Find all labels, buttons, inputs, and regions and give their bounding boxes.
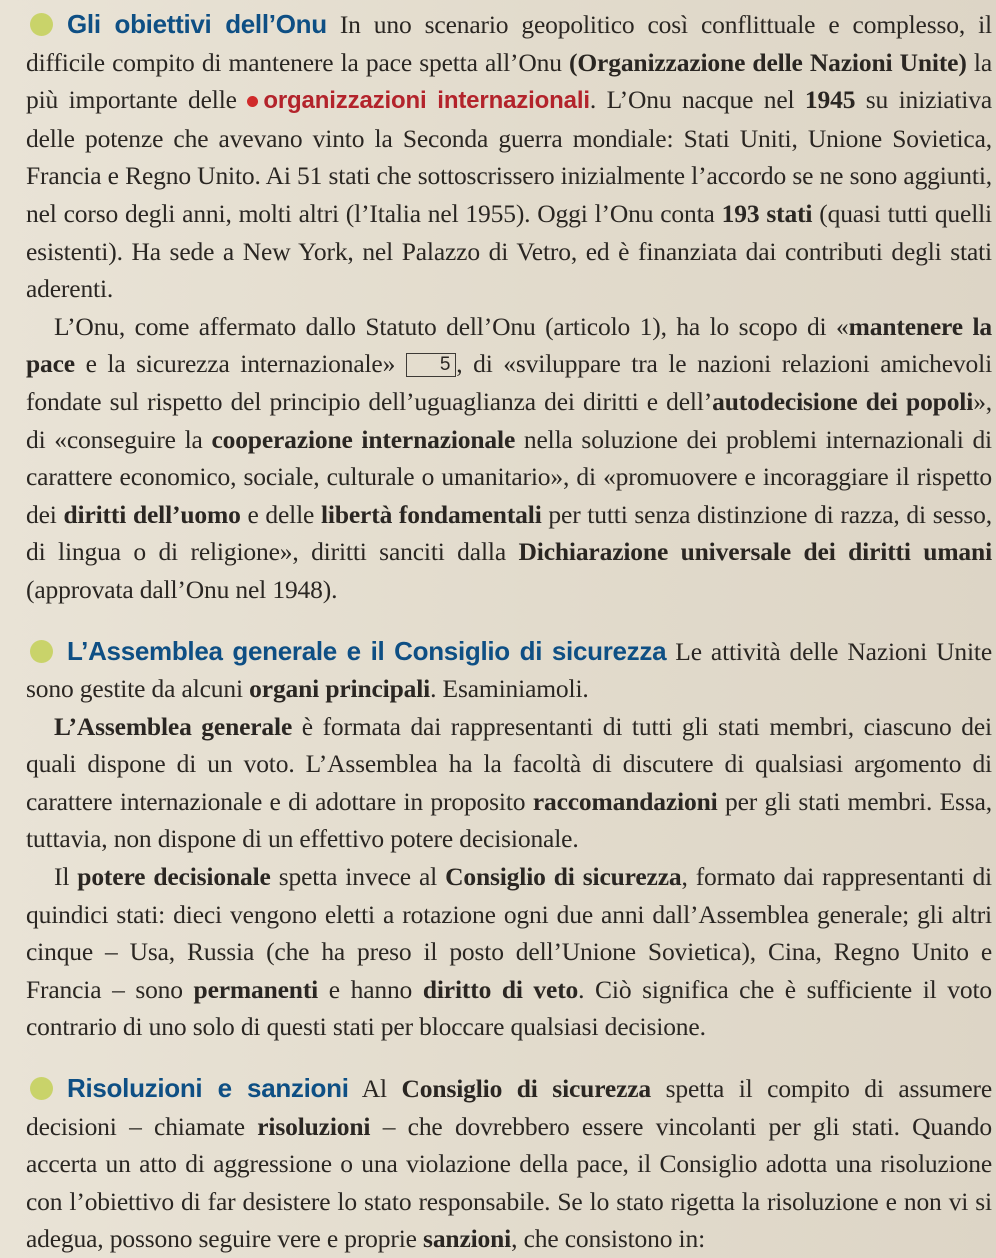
section-heading-risoluzioni: Risoluzioni e sanzioni — [67, 1073, 349, 1104]
bold-term: (Organizzazione delle Nazioni Unite) — [569, 47, 967, 77]
section-bullet-icon — [30, 640, 53, 663]
paragraph-organi: L’Assemblea generale e il Consiglio di sicurezza Le attività delle Nazioni Unite sono gestite da alcuni organi principali. Esaminiamoli. — [26, 635, 992, 704]
paragraph-assemblea: L’Assemblea generale è formata dai rappresentanti di tutti gli stati membri, ciascuno dei quali dispone di un voto. L’Assemblea ha la facoltà di discutere di qualsiasi argomento di carattere internazionale e di adottare in proposito raccomandazioni per gli stati membri. Essa, tuttavia, non dispone di un effettivo potere decisionale. — [26, 711, 992, 854]
paragraph-consiglio: Il potere decisionale spetta invece al Consiglio di sicurezza, formato dai rappresentanti di quindici stati: dieci vengono eletti a rotazione ogni due anni dall’Assemblea generale; gli altri cinque – Usa, Russia (che ha preso il posto dell’Unione Sovietica), Cina, Regno Unito e Francia – sono permanenti e hanno diritto di veto. Ciò significa che è sufficiente il voto contrario di uno solo di questi stati per bloccare qualsiasi decisione. — [26, 862, 992, 1042]
section-heading-assemblea: L’Assemblea generale e il Consiglio di sicurezza — [67, 635, 667, 666]
glossary-dot-icon — [247, 96, 258, 107]
paragraph-obiettivi: Gli obiettivi dell’Onu In uno scenario geopolitico così conflittuale e complesso, il difficile compito di mantenere la pace spetta all’Onu (Organizzazione delle Nazioni Unite) la più importante delle organizzazioni internazionali. L’Onu nacque nel 1945 su iniziativa delle potenze che avevano vinto la Seconda guerra mondiale: Stati Uniti, Unione Sovietica, Francia e Regno Unito. Ai 51 stati che sottoscrissero inizialmente l’accordo se ne sono aggiunti, nel corso degli anni, molti altri (l’Italia nel 1955). Oggi l’Onu conta 193 stati (quasi tutti quelli esistenti). Ha sede a New York, nel Palazzo di Vetro, ed è finanziata dai contributi degli stati aderenti. — [26, 9, 993, 304]
section-bullet-icon — [30, 1077, 53, 1100]
document-reference-box[interactable]: 5 — [406, 353, 456, 377]
highlighted-term: organizzazioni internazionali — [263, 87, 590, 115]
paragraph-risoluzioni: Risoluzioni e sanzioni Al Consiglio di sicurezza spetta il compito di assumere decisioni – chiamate risoluzioni – che dovrebbero essere vincolanti per gli stati. Quando accerta un atto di aggressione o una violazione della pace, il Consiglio adotta una risoluzione con l’obiettivo di far desistere lo stato responsabile. Se lo stato rigetta la risoluzione e non vi si adegua, possono seguire vere e proprie sanzioni, che consistono in: — [26, 1073, 992, 1254]
paragraph-scopi: L’Onu, come affermato dallo Statuto dell’Onu (articolo 1), ha lo scopo di «mantenere la pace e la sicurezza internazionale» 5 , di «sviluppare tra le nazioni relazioni amichevoli fondate sul rispetto del principio dell’uguaglianza dei diritti e dell’autodecisione dei popoli», di «conseguire la cooperazione internazionale nella soluzione dei problemi internazionali di carattere economico, sociale, culturale o umanitario», di «promuovere e incoraggiare il rispetto dei diritti dell’uomo e delle libertà fondamentali per tutti senza distinzione di razza, di sesso, di lingua o di religione», diritti sanciti dalla Dichiarazione universale dei diritti umani (approvata dall’Onu nel 1948). — [26, 311, 993, 604]
section-bullet-icon — [30, 13, 53, 36]
section-heading-obiettivi: Gli obiettivi dell’Onu — [67, 9, 327, 39]
